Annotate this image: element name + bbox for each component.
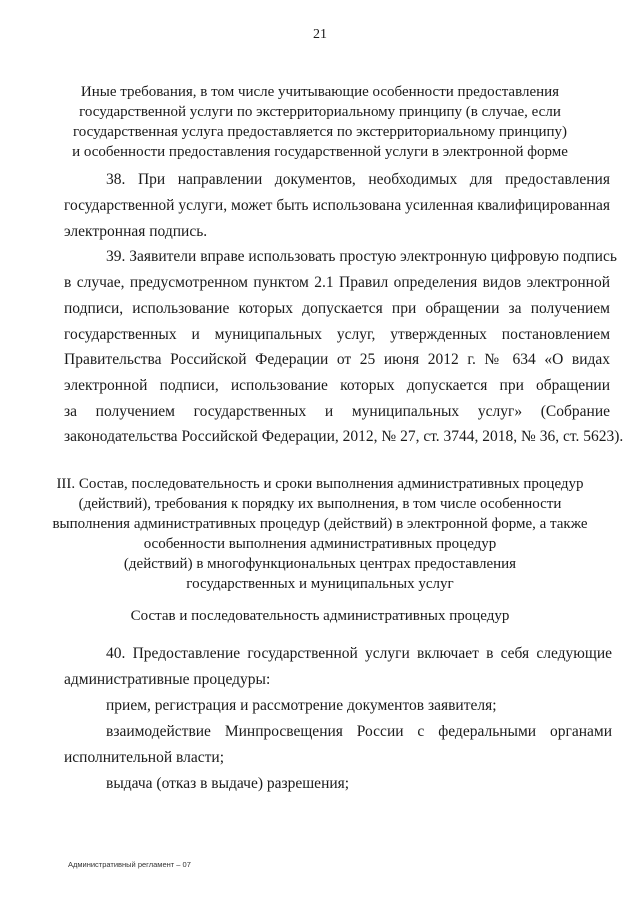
procedure-item: исполнительной власти;: [64, 749, 224, 766]
heading-line: особенности выполнения административных процедур: [143, 536, 497, 552]
paragraph-38-line: государственной услуги, может быть использована усиленная квалифицированная: [64, 197, 610, 214]
heading-line: государственной услуги по экстерриториальному принципу (в случае, если: [79, 104, 561, 120]
heading-line: III. Состав, последовательность и сроки выполнения административных процедур: [56, 476, 584, 492]
paragraph-38-line: электронная подпись.: [64, 223, 208, 240]
paragraph-39-line: государственных и муниципальных услуг, утвержденных постановлением: [64, 326, 610, 343]
heading-line: Иные требования, в том числе учитывающие особенности предоставления: [80, 84, 560, 100]
paragraph-40-line: административные процедуры:: [64, 671, 271, 688]
procedure-item: прием, регистрация и рассмотрение документов заявителя;: [106, 697, 497, 714]
subheading-text: Состав и последовательность административных процедур: [130, 608, 510, 624]
section-heading-other-requirements: [40, 82, 600, 162]
heading-line: государственная услуга предоставляется по экстерриториальному принципу): [72, 124, 568, 140]
heading-line: (действий), требования к порядку их выполнения, в том числе особенности: [78, 496, 562, 512]
subheading-procedures: [40, 606, 600, 626]
paragraph-39-line: подписи, использование которых допускается при обращении за получением: [64, 300, 610, 317]
section-heading-iii: [40, 474, 600, 594]
page-footer: Административный регламент – 07: [68, 860, 191, 869]
procedure-item: взаимодействие Минпросвещения России с федеральными органами: [106, 723, 612, 740]
paragraph-39-line: электронной подписи, использование которых допускается при обращении: [64, 377, 610, 394]
procedure-item: выдача (отказ в выдаче) разрешения;: [106, 775, 350, 792]
heading-line: выполнения административных процедур (действий) в электронной форме, а также: [52, 516, 588, 532]
heading-line: и особенности предоставления государственной услуги в электронной форме: [72, 144, 568, 160]
heading-line: (действий) в многофункциональных центрах предоставления: [123, 556, 517, 572]
paragraph-38-line: 38. При направлении документов, необходимых для предоставления: [106, 171, 610, 188]
heading-line: государственных и муниципальных услуг: [186, 576, 454, 592]
page-number: 21: [313, 27, 327, 42]
paragraph-39-line: Правительства Российской Федерации от 25 июня 2012 г. № 634 «О видах: [64, 351, 610, 368]
paragraph-40-line: 40. Предоставление государственной услуги включает в себя следующие: [106, 645, 612, 662]
paragraph-39-line: в случае, предусмотренном пунктом 2.1 Правил определения видов электронной: [64, 274, 610, 291]
paragraph-39-line: законодательства Российской Федерации, 2012, № 27, ст. 3744, 2018, № 36, ст. 5623).: [64, 428, 624, 445]
paragraph-39-line: 39. Заявители вправе использовать простую электронную цифровую подпись: [106, 248, 617, 265]
paragraph-39-line: за получением государственных и муниципальных услуг» (Собрание: [64, 403, 610, 420]
